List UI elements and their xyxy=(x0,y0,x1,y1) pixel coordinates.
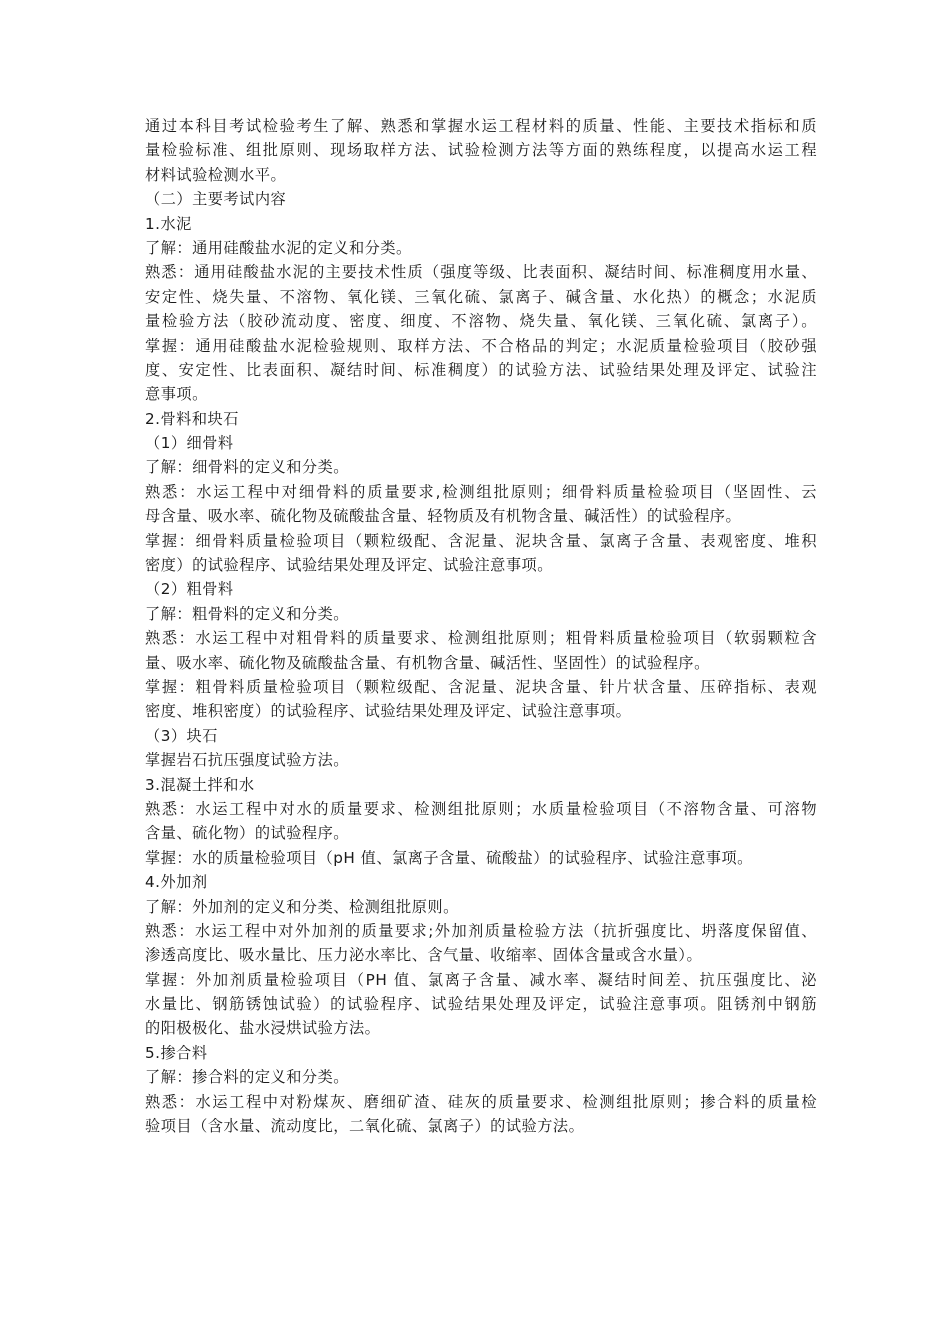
text-line: 了解：掺合料的定义和分类。 xyxy=(145,1068,349,1087)
text-line: （2）粗骨料 xyxy=(145,580,234,599)
text-line: （3）块石 xyxy=(145,726,218,745)
text-line: 密度）的试验程序、试验结果处理及评定、试验注意事项。 xyxy=(145,556,553,575)
text-line: 母含量、吸水率、硫化物及硫酸盐含量、轻物质及有机物含量、碱活性）的试验程序。 xyxy=(145,507,742,526)
document-body xyxy=(145,114,817,1138)
text-line: 验项目（含水量、流动度比，二氧化硫、氯离子）的试验方法。 xyxy=(145,1117,585,1136)
text-line: 量、吸水率、硫化物及硫酸盐含量、有机物含量、碱活性、坚固性）的试验程序。 xyxy=(145,653,710,672)
text-line: （二）主要考试内容 xyxy=(145,190,287,209)
text-line: 掌握岩石抗压强度试验方法。 xyxy=(145,751,349,770)
text-line: 量检验方法（胶砂流动度、密度、细度、不溶物、烧失量、氧化镁、三氧化硫、氯离子）。 xyxy=(145,312,817,331)
text-line: 熟悉：水运工程中对外加剂的质量要求;外加剂质量检验方法（抗折强度比、坍落度保留值、 xyxy=(145,921,817,940)
text-line: 1.水泥 xyxy=(145,214,192,233)
text-line: 安定性、烧失量、不溶物、氧化镁、三氧化硫、氯离子、碱含量、水化热）的概念；水泥质 xyxy=(145,287,817,306)
text-line: 意事项。 xyxy=(145,385,208,404)
text-line: 量检验标准、组批原则、现场取样方法、试验检测方法等方面的熟练程度，以提高水运工程 xyxy=(145,141,817,160)
text-line: 熟悉：水运工程中对粉煤灰、磨细矿渣、硅灰的质量要求、检测组批原则；掺合料的质量检 xyxy=(145,1092,817,1111)
text-line: 2.骨料和块石 xyxy=(145,409,239,428)
text-line: （1）细骨料 xyxy=(145,434,234,453)
text-line: 掌握：通用硅酸盐水泥检验规则、取样方法、不合格品的判定；水泥质量检验项目（胶砂强 xyxy=(145,336,817,355)
text-line: 水量比、钢筋锈蚀试验）的试验程序、试验结果处理及评定，试验注意事项。阻锈剂中钢筋 xyxy=(145,995,817,1014)
text-line: 掌握：细骨料质量检验项目（颗粒级配、含泥量、泥块含量、氯离子含量、表观密度、堆积 xyxy=(145,531,817,550)
text-line: 掌握：外加剂质量检验项目（PH 值、氯离子含量、减水率、凝结时间差、抗压强度比、泌 xyxy=(145,970,817,989)
text-line: 5.掺合料 xyxy=(145,1043,208,1062)
text-line: 材料试验检测水平。 xyxy=(145,165,287,184)
text-line: 掌握：粗骨料质量检验项目（颗粒级配、含泥量、泥块含量、针片状含量、压碎指标、表观 xyxy=(145,677,817,696)
text-line: 了解：细骨料的定义和分类。 xyxy=(145,458,349,477)
text-line: 含量、硫化物）的试验程序。 xyxy=(145,824,349,843)
text-line: 的阳极极化、盐水浸烘试验方法。 xyxy=(145,1019,381,1038)
text-line: 了解：粗骨料的定义和分类。 xyxy=(145,604,349,623)
text-line: 熟悉：水运工程中对粗骨料的质量要求、检测组批原则；粗骨料质量检验项目（软弱颗粒含 xyxy=(145,629,817,648)
text-line: 熟悉：通用硅酸盐水泥的主要技术性质（强度等级、比表面积、凝结时间、标准稠度用水量、 xyxy=(145,263,817,282)
text-line: 通过本科目考试检验考生了解、熟悉和掌握水运工程材料的质量、性能、主要技术指标和质 xyxy=(145,117,817,135)
text-line: 3.混凝土拌和水 xyxy=(145,775,255,794)
text-line: 熟悉：水运工程中对细骨料的质量要求,检测组批原则；细骨料质量检验项目（坚固性、云 xyxy=(145,482,817,501)
text-line: 密度、堆积密度）的试验程序、试验结果处理及评定、试验注意事项。 xyxy=(145,702,632,721)
text-line: 了解：通用硅酸盐水泥的定义和分类。 xyxy=(145,238,412,257)
text-line: 度、安定性、比表面积、凝结时间、标准稠度）的试验方法、试验结果处理及评定、试验注 xyxy=(145,360,817,379)
text-line: 掌握：水的质量检验项目（pH 值、氯离子含量、硫酸盐）的试验程序、试验注意事项。 xyxy=(145,848,753,867)
text-line: 了解：外加剂的定义和分类、检测组批原则。 xyxy=(145,897,459,916)
text-line: 熟悉：水运工程中对水的质量要求、检测组批原则；水质量检验项目（不溶物含量、可溶物 xyxy=(145,799,817,818)
text-line: 4.外加剂 xyxy=(145,873,208,892)
text-line: 渗透高度比、吸水量比、压力泌水率比、含气量、收缩率、固体含量或含水量）。 xyxy=(145,946,703,965)
